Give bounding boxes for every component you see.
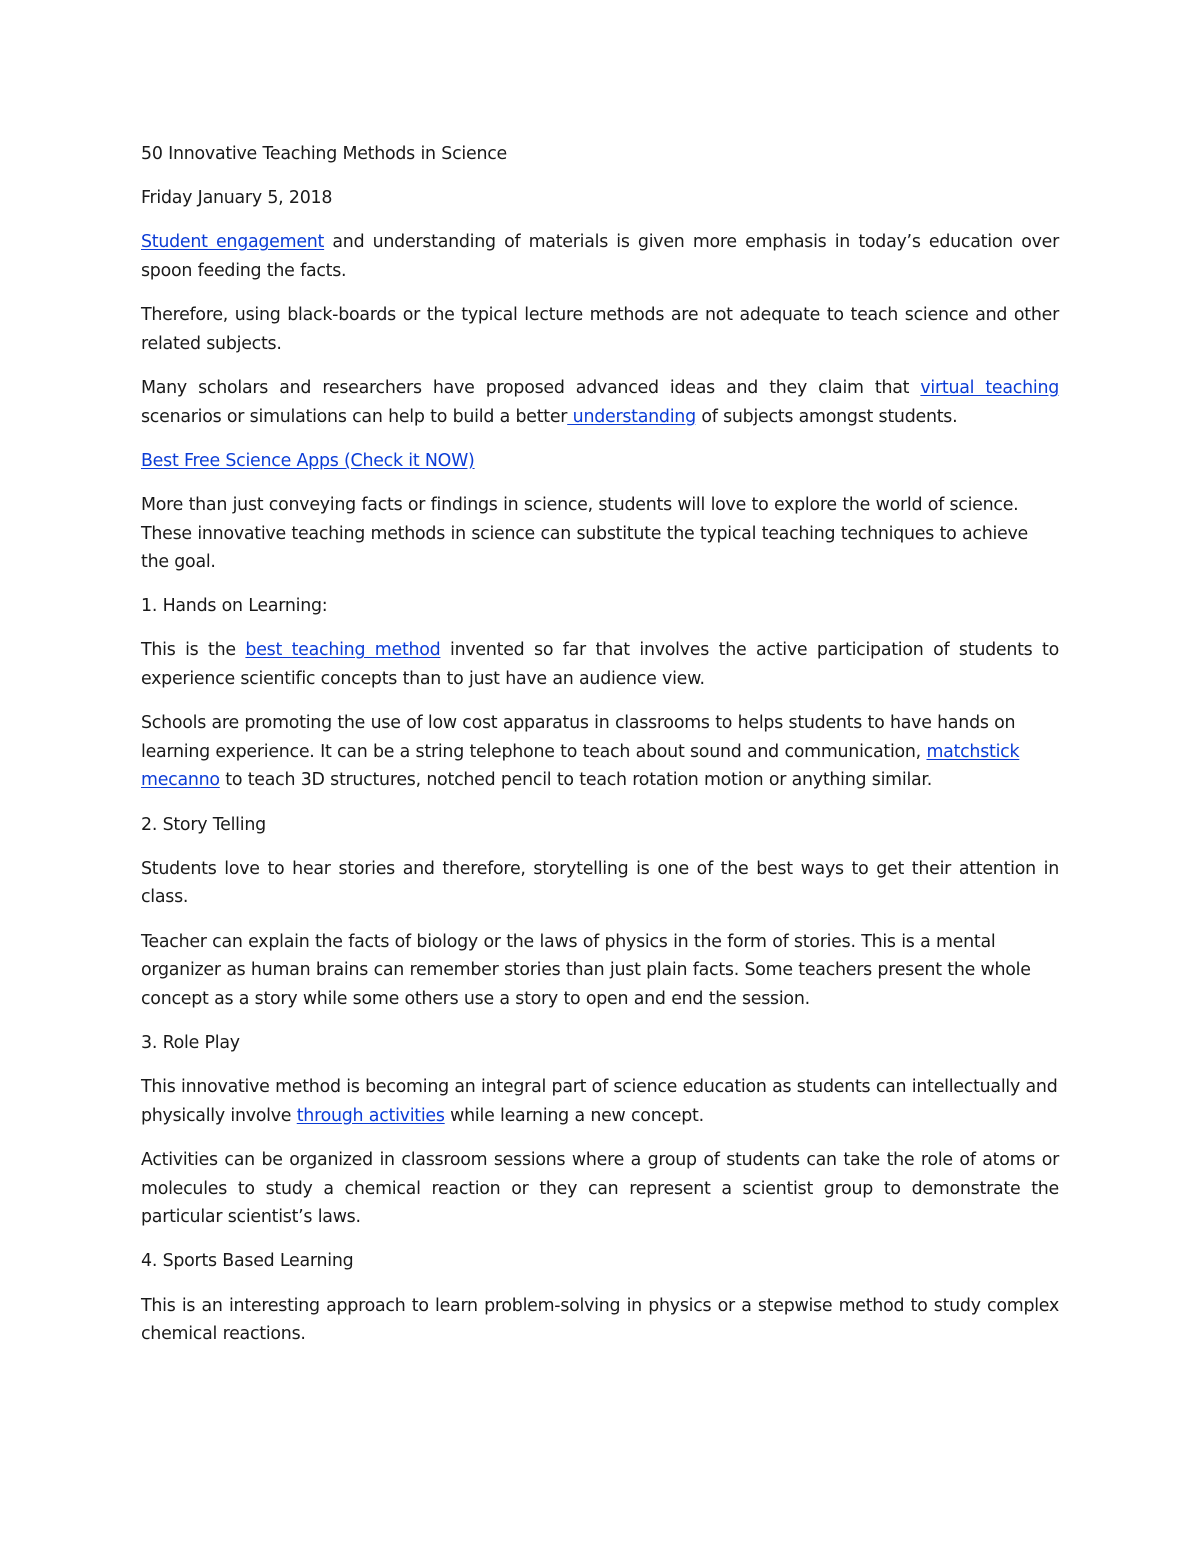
paragraph-story-telling-2: Teacher can explain the facts of biology or the laws of physics in the form of stories. This is a mental organizer as human brains can remember stories than just plain facts. Some teachers present the whole concept as a story while some others use a story to open and end the session.	[141, 931, 1031, 1009]
paragraph-text: This is the	[141, 640, 246, 661]
paragraph-hands-on-2	[141, 709, 1059, 795]
matchstick-mecanno-link[interactable]: matchstick mecanno	[141, 741, 1020, 791]
paragraph-text: and understanding of materials is given more emphasis in today’s education over spoon feeding the facts.	[141, 232, 1059, 281]
paragraph-text: This innovative method is becoming an integral part of science education as students can intellectually and physically involve	[141, 1077, 1058, 1126]
paragraph-hands-on-1	[141, 636, 1059, 693]
paragraph-story-telling-1: Students love to hear stories and therefore, storytelling is one of the best ways to get their attention in class.	[141, 858, 1059, 908]
paragraph-scholars	[141, 374, 1059, 431]
virtual-teaching-link[interactable]: virtual teaching	[920, 377, 1060, 398]
paragraph-text: Many scholars and researchers have proposed advanced ideas and they claim that	[141, 377, 921, 398]
paragraph-text: to teach 3D structures, notched pencil to teach rotation motion or anything similar.	[219, 770, 933, 791]
through-activities-link[interactable]: through activities	[296, 1105, 445, 1126]
paragraph-role-play-2: Activities can be organized in classroom sessions where a group of students can take the role of atoms or molecules to study a chemical reaction or they can represent a scientist group to demonstrate the particular scientist’s laws.	[141, 1149, 1059, 1228]
paragraph-explore: More than just conveying facts or findings in science, students will love to explore the world of science. These innovative teaching methods in science can substitute the typical teaching techniques to achieve the goal.	[141, 494, 1028, 573]
paragraph-text: of subjects amongst students.	[695, 406, 958, 427]
best-teaching-method-link[interactable]: best teaching method	[245, 640, 441, 661]
best-free-science-apps-link[interactable]: Best Free Science Apps (Check it NOW)	[141, 450, 475, 471]
document-date: Friday January 5, 2018	[141, 188, 333, 209]
document-title: 50 Innovative Teaching Methods in Science	[141, 144, 507, 164]
document-body	[141, 140, 1059, 1364]
section-heading-role-play: 3. Role Play	[141, 1032, 240, 1053]
paragraph-sports-based-1: This is an interesting approach to learn problem-solving in physics or a stepwise method to study complex chemical reactions.	[141, 1295, 1059, 1345]
paragraph-apps	[141, 447, 1059, 476]
section-heading-sports-based: 4. Sports Based Learning	[141, 1251, 354, 1272]
paragraph-role-play-1	[141, 1073, 1059, 1130]
paragraph-text: Schools are promoting the use of low cost apparatus in classrooms to helps students to have hands on learning experience. It can be a string telephone to teach about sound and communication,	[141, 713, 1016, 762]
paragraph-text: while learning a new concept.	[444, 1105, 704, 1126]
paragraph-text: invented so far that involves the active participation of students to experience scientific concepts than to just have an audience view.	[141, 640, 1059, 690]
understanding-link[interactable]: understanding	[567, 406, 696, 427]
section-heading-story-telling: 2. Story Telling	[141, 814, 266, 835]
paragraph-text: scenarios or simulations can help to build a better	[141, 406, 568, 427]
section-heading-hands-on: 1. Hands on Learning:	[141, 596, 328, 617]
student-engagement-link[interactable]: Student engagement	[141, 232, 325, 253]
paragraph-blackboards: Therefore, using black-boards or the typical lecture methods are not adequate to teach science and other related subjects.	[141, 305, 1059, 354]
paragraph-engagement	[141, 228, 1059, 285]
